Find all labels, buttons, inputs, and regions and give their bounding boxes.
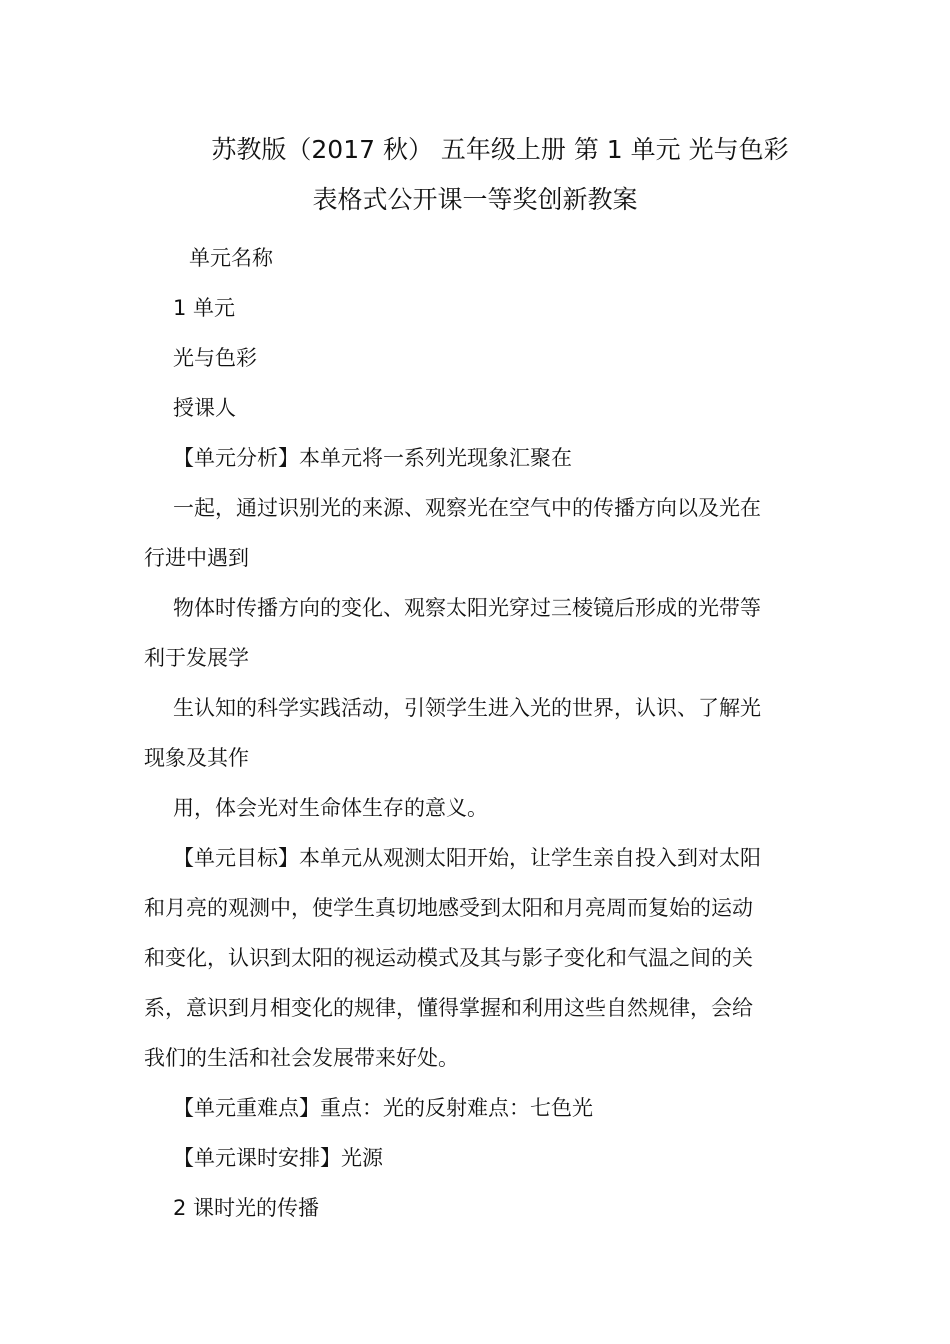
document-body <box>144 233 816 1233</box>
unit-goal-line: 我们的生活和社会发展带来好处。 <box>144 1046 459 1070</box>
unit-analysis-line: 物体时传播方向的变化、观察太阳光穿过三棱镜后形成的光带等 <box>173 596 761 620</box>
unit-analysis-line: 用，体会光对生命体生存的意义。 <box>173 796 488 820</box>
unit-goal-line: 和月亮的观测中，使学生真切地感受到太阳和月亮周而复始的运动 <box>144 896 753 920</box>
unit-analysis-line: 一起，通过识别光的来源、观察光在空气中的传播方向以及光在 <box>173 496 761 520</box>
unit-goal-line: 【单元目标】本单元从观测太阳开始，让学生亲自投入到对太阳 <box>173 846 761 870</box>
unit-goal-line: 系，意识到月相变化的规律，懂得掌握和利用这些自然规律，会给 <box>144 996 753 1020</box>
unit-schedule-line: 【单元课时安排】光源 <box>173 1146 383 1170</box>
unit-analysis-line: 现象及其作 <box>144 746 249 770</box>
unit-analysis-line: 【单元分析】本单元将一系列光现象汇聚在 <box>173 446 572 470</box>
unit-analysis-line: 行进中遇到 <box>144 546 249 570</box>
document-title-line-1: 苏教版（2017 秋） 五年级上册 第 1 单元 光与色彩 <box>211 135 789 164</box>
unit-analysis-line: 生认知的科学实践活动，引领学生进入光的世界，认识、了解光 <box>173 696 761 720</box>
unit-key-points: 【单元重难点】重点：光的反射难点：七色光 <box>173 1096 593 1120</box>
unit-number: 1 单元 <box>173 296 236 320</box>
document-title-line-2: 表格式公开课一等奖创新教案 <box>312 185 638 214</box>
teacher-label: 授课人 <box>173 396 236 420</box>
unit-goal-line: 和变化，认识到太阳的视运动模式及其与影子变化和气温之间的关 <box>144 946 753 970</box>
unit-schedule-line: 2 课时光的传播 <box>173 1196 320 1220</box>
unit-name-label: 单元名称 <box>189 246 273 270</box>
unit-analysis-line: 利于发展学 <box>144 646 249 670</box>
unit-title: 光与色彩 <box>173 346 257 370</box>
